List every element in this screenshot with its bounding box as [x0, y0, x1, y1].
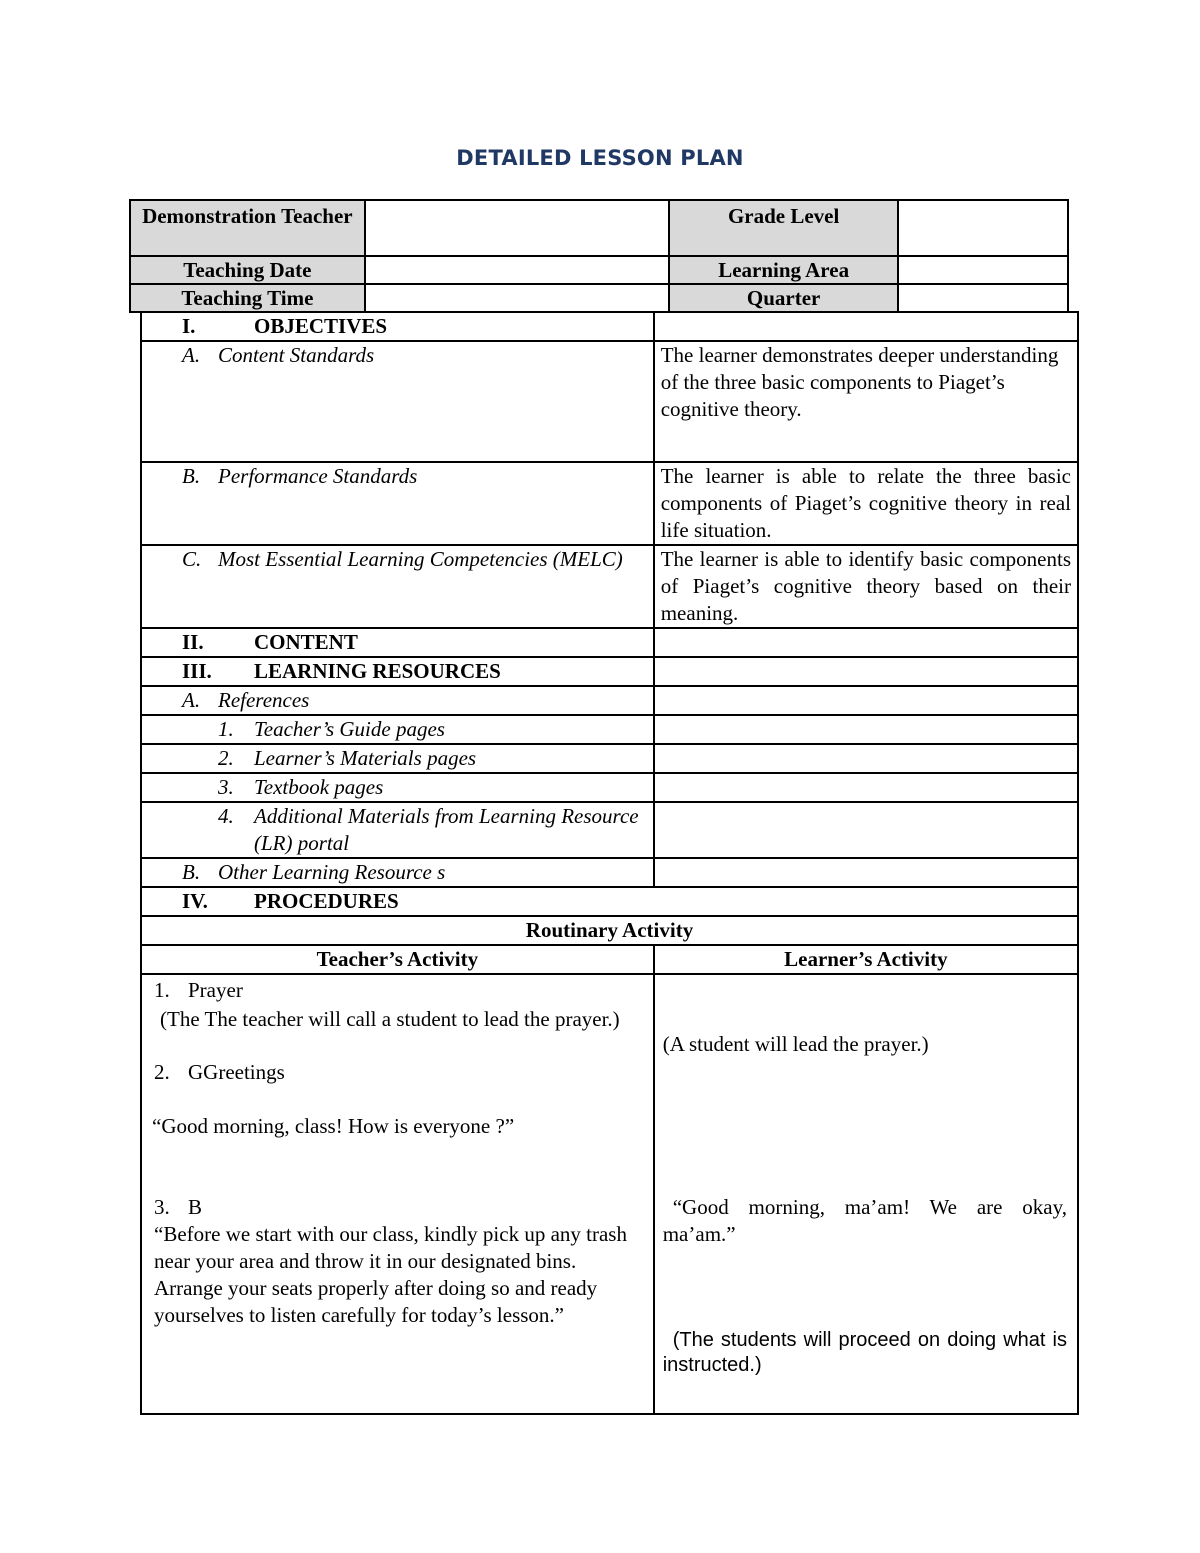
resource-item — [141, 802, 654, 858]
item-number: 2. — [154, 1060, 170, 1084]
empty-cell — [654, 686, 1078, 715]
greetings-quote: “Good morning, class! How is everyone ?” — [152, 1114, 515, 1138]
learning-resources-heading-cell — [141, 657, 654, 686]
section-heading: CONTENT — [254, 630, 358, 654]
item-b-title: B — [188, 1195, 203, 1219]
teaching-date-value — [365, 256, 669, 284]
quarter-label: Quarter — [669, 284, 899, 312]
melc-label-cell — [141, 545, 654, 628]
grade-level-value — [898, 200, 1068, 256]
melc-text: The learner is able to identify basic components of Piaget’s cognitive theory based on their meaning. — [654, 545, 1078, 628]
procedures-heading-cell — [141, 887, 1078, 916]
empty-cell — [654, 628, 1078, 657]
learner-greeting-response: “Good morning, ma’am! We are okay, ma’am.” — [662, 1195, 1067, 1246]
resource-label: Teacher’s Guide pages — [254, 717, 445, 741]
teacher-activity-column-header: Teacher’s Activity — [141, 945, 654, 974]
teaching-time-label: Teaching Time — [130, 284, 365, 312]
section-number: IV. — [182, 889, 208, 913]
item-letter: A. — [182, 688, 201, 712]
demonstration-teacher-value — [365, 200, 669, 256]
item-number: 4. — [218, 804, 234, 828]
resource-label: Learner’s Materials pages — [254, 746, 477, 770]
grade-level-label: Grade Level — [669, 200, 899, 256]
greetings-title: GGreetings — [188, 1060, 285, 1084]
content-standards-label-cell — [141, 341, 654, 462]
empty-cell — [654, 744, 1078, 773]
item-letter: B. — [182, 860, 201, 884]
other-resources-cell — [141, 858, 654, 887]
learner-proceed-response: (The students will proceed on doing what is instructed.) — [662, 1329, 1067, 1376]
trash-instruction-quote: “Before we start with our class, kindly pick up any trash near your area and throw it in our designated bins. Arrange your seats properly after doing so and ready yourselves to listen carefully for today’s lesson.” — [154, 1222, 627, 1327]
teaching-date-label: Teaching Date — [130, 256, 365, 284]
learner-prayer-response: (A student will lead the prayer.) — [662, 1032, 929, 1056]
performance-standards-label-cell — [141, 462, 654, 545]
references-label: References — [218, 688, 310, 712]
content-standards-text: The learner demonstrates deeper understanding of the three basic components to Piaget’s cognitive theory. — [654, 341, 1078, 462]
section-number: III. — [182, 659, 212, 683]
resource-item — [141, 773, 654, 802]
references-cell — [141, 686, 654, 715]
section-heading: LEARNING RESOURCES — [254, 659, 501, 683]
section-heading: OBJECTIVES — [254, 314, 388, 338]
document-title: DETAILED LESSON PLAN — [456, 146, 744, 170]
learning-area-value — [898, 256, 1068, 284]
learner-activity-column-header: Learner’s Activity — [654, 945, 1078, 974]
objectives-heading-cell — [141, 312, 654, 341]
item-number: 3. — [154, 1195, 170, 1219]
section-number: I. — [182, 314, 196, 338]
melc-label: Most Essential Learning Competencies (MELC) — [218, 547, 623, 571]
item-letter: C. — [182, 547, 202, 571]
lesson-plan-table — [140, 311, 1079, 1415]
resource-item — [141, 715, 654, 744]
performance-standards-label: Performance Standards — [218, 464, 418, 488]
learning-area-label: Learning Area — [669, 256, 899, 284]
prayer-note: (The The teacher will call a student to lead the prayer.) — [160, 1007, 620, 1031]
resource-item — [141, 744, 654, 773]
item-number: 3. — [218, 775, 234, 799]
resource-label: Additional Materials from Learning Resource (LR) portal — [254, 804, 639, 855]
section-heading: PROCEDURES — [254, 889, 399, 913]
item-letter: A. — [182, 343, 201, 367]
quarter-value — [898, 284, 1068, 312]
performance-standards-text: The learner is able to relate the three basic components of Piaget’s cognitive theory in real life situation. — [654, 462, 1078, 545]
section-number: II. — [182, 630, 204, 654]
learner-activity-cell — [654, 974, 1078, 1414]
other-resources-label: Other Learning Resource s — [218, 860, 446, 884]
empty-cell — [654, 773, 1078, 802]
empty-cell — [654, 657, 1078, 686]
item-letter: B. — [182, 464, 201, 488]
empty-cell — [654, 858, 1078, 887]
empty-cell — [654, 312, 1078, 341]
item-number: 1. — [154, 978, 170, 1002]
routinary-activity-heading: Routinary Activity — [141, 916, 1078, 945]
item-number: 1. — [218, 717, 234, 741]
content-standards-label: Content Standards — [218, 343, 375, 367]
item-number: 2. — [218, 746, 234, 770]
demonstration-teacher-label: Demonstration Teacher — [130, 200, 365, 256]
teaching-time-value — [365, 284, 669, 312]
prayer-title: Prayer — [188, 978, 243, 1002]
resource-label: Textbook pages — [254, 775, 384, 799]
content-heading-cell — [141, 628, 654, 657]
header-table — [129, 199, 1069, 313]
empty-cell — [654, 802, 1078, 858]
empty-cell — [654, 715, 1078, 744]
teacher-activity-cell — [141, 974, 654, 1414]
